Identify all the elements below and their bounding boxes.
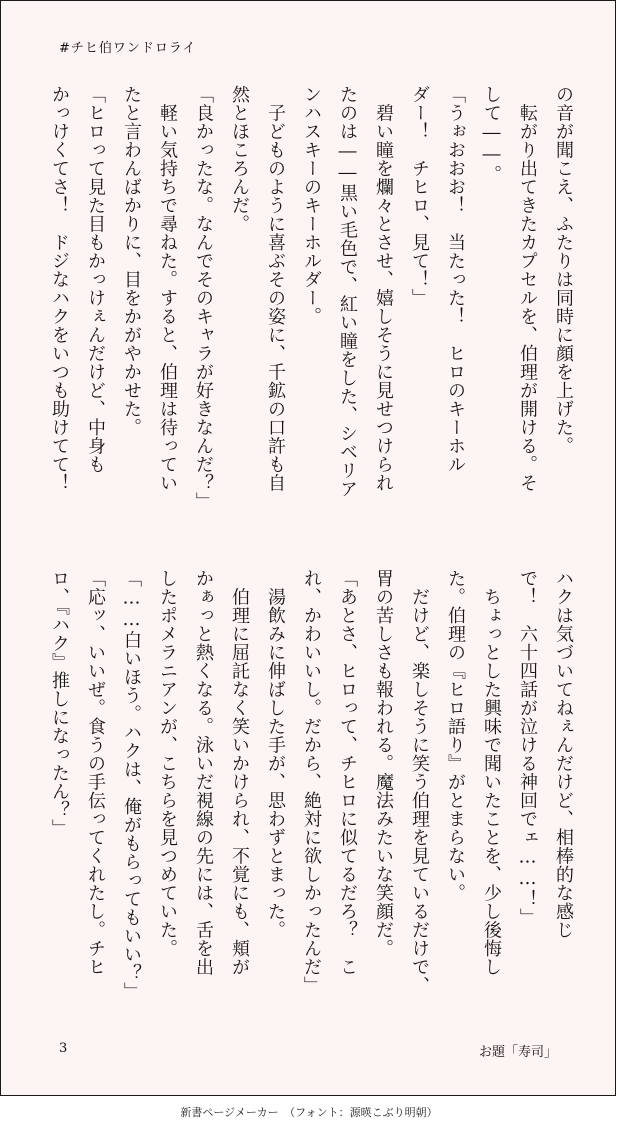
text-column: ハクは気づいてねぇんだけど、相棒的な感じ <box>553 569 574 939</box>
text-block-bottom <box>41 569 581 1009</box>
text-column: 碧い瞳を爛々とさせ、嬉しそうに見せつけられ <box>373 85 394 492</box>
text-column: ちょっとした興味で聞いたことを、少し後悔し <box>481 569 502 976</box>
text-column: ンハスキーのキーホルダー。 <box>301 85 322 326</box>
text-column: かぁっと熱くなる。泳いだ視線の先には、舌を出 <box>193 569 214 976</box>
text-column: 「うぉおおお！ 当たった！ ヒロのキーホル <box>445 85 466 474</box>
text-column: 「あとさ、ヒロって、チヒロに似てるだろ？ こ <box>337 569 358 976</box>
text-column: ロ、『ハク』推しになったん？」 <box>49 569 70 838</box>
text-block-top <box>41 85 581 525</box>
text-column: た。伯理の『ヒロ語り』がとまらない。 <box>445 569 466 902</box>
text-column: だけど、楽しそうに笑う伯理を見ているだけで、 <box>409 569 430 995</box>
text-column: 伯理に屈託なく笑いかけられ、不覚にも、頬が <box>229 569 250 976</box>
text-column: したポメラニアンが、こちらを見つめていた。 <box>157 569 178 958</box>
text-column: 子どものように喜ぶその姿に、千鉱の口許も自 <box>265 85 286 492</box>
text-column: 「応ッ、いいぜ。食うの手伝ってくれたし。チヒ <box>85 569 106 976</box>
text-column: 「……白いほう。ハクは、俺がもらってもいい？」 <box>121 569 142 1001</box>
page-number: 3 <box>59 1041 68 1056</box>
theme-label: お題「寿司」 <box>478 1045 557 1060</box>
text-column: たと言わんばかりに、目をかがやかせた。 <box>121 85 142 437</box>
text-column: かっけくてさ！ ドジなハクをいつも助けてて！ <box>49 85 70 492</box>
text-column: れ、かわいいし。だから、絶対に欲しかったんだ」 <box>301 569 322 995</box>
text-column: 湯飲みに伸ばした手が、思わずとまった。 <box>265 569 286 939</box>
text-column: 軽い気持ちで尋ねた。すると、伯理は待ってい <box>157 85 178 492</box>
text-column: で！ 六十四話が泣ける神回でェ……！」 <box>517 569 538 927</box>
footer-credit: 新書ページメーカー （フォント：源暎こぶり明朝） <box>180 1106 438 1119</box>
text-column: たのは――黒い毛色で、紅い瞳をした、シベリア <box>337 85 358 498</box>
text-column: して――。 <box>481 85 502 184</box>
text-column: の音が聞こえ、ふたりは同時に顔を上げた。 <box>553 85 574 455</box>
text-column: 「良かったな。なんでそのキャラが好きなんだ？」 <box>193 85 214 511</box>
text-column: 転がり出てきたカプセルを、伯理が開ける。そ <box>517 85 538 492</box>
hashtag-header: #チヒ伯ワンドロライ <box>59 41 197 56</box>
text-column: ダー！ チヒロ、見て！」 <box>409 85 430 307</box>
text-column: 胃の苦しさも報われる。魔法みたいな笑顔だ。 <box>373 569 394 958</box>
text-column: 然とほころんだ。 <box>229 85 250 233</box>
text-column: 「ヒロって見た目もかっけぇんだけど、中身も <box>85 85 106 474</box>
